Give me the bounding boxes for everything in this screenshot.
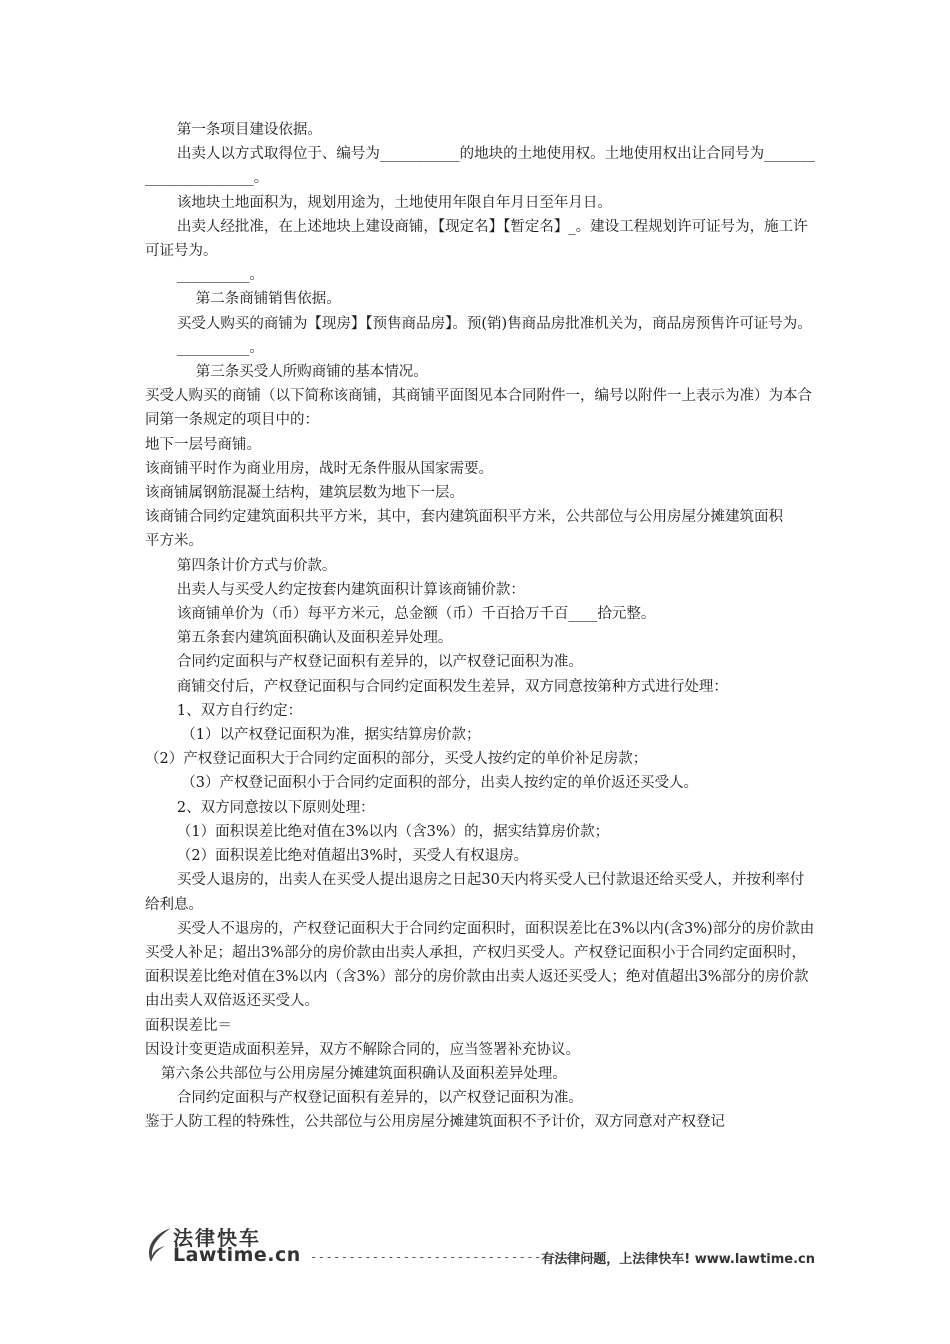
paragraph-p7: 买受人购买的商铺为【现房】【预售商品房】。预(销)售商品房批准机关为，商品房预售许可证号为。 bbox=[176, 315, 812, 332]
paragraph-p19: 第五条套内建筑面积确认及面积差异处理。 bbox=[176, 630, 453, 647]
contract-body bbox=[145, 118, 815, 1135]
footer-slogan: 有法律问题，上法律快车! www.lawtime.cn bbox=[541, 1252, 815, 1267]
paragraph-p9: 第三条买受人所购商铺的基本情况。 bbox=[195, 364, 428, 381]
page-footer bbox=[145, 1222, 815, 1272]
paragraph-p13: 该商铺属钢筋混凝土结构，建筑层数为地下一层。 bbox=[145, 485, 464, 502]
paragraph-p29: 买受人退房的，出卖人在买受人提出退房之日起30天内将买受人已付款退还给买受人，并按利率付给利息。 bbox=[145, 872, 805, 913]
paragraph-p21: 商铺交付后，产权登记面积与合同约定面积发生差异，双方同意按第种方式进行处理： bbox=[176, 678, 728, 695]
paragraph-p20: 合同约定面积与产权登记面积有差异的，以产权登记面积为准。 bbox=[176, 654, 583, 671]
paragraph-p15: 平方米。 bbox=[145, 533, 203, 550]
paragraph-p26: 2、双方同意按以下原则处理： bbox=[176, 799, 375, 816]
paragraph-p35: 鉴于人防工程的特殊性，公共部位与公用房屋分摊建筑面积不予计价，双方同意对产权登记 bbox=[145, 1114, 725, 1131]
paragraph-p10: 买受人购买的商铺（以下简称该商铺，其商铺平面图见本合同附件一，编号以附件一上表示为准）为本合同第一条规定的项目中的： bbox=[145, 388, 812, 429]
paragraph-p3: 该地块土地面积为，规划用途为，土地使用年限自年月日至年月日。 bbox=[176, 194, 612, 211]
paragraph-p31: 面积误差比＝ bbox=[145, 1017, 232, 1034]
paragraph-p4: 出卖人经批准，在上述地块上建设商铺，【现定名】【暂定名】_。建设工程规划许可证号为，施工许可证号为。 bbox=[145, 218, 808, 260]
footer-divider: -------------------------------------- bbox=[310, 1250, 604, 1264]
paragraph-p6: 第二条商铺销售依据。 bbox=[195, 291, 341, 308]
paragraph-p27: （1）面积误差比绝对值在3%以内（含3%）的，据实结算房价款； bbox=[176, 823, 610, 840]
paragraph-p32: 因设计变更造成面积差异，双方不解除合同的，应当签署补充协议。 bbox=[145, 1041, 580, 1058]
paragraph-p34: 合同约定面积与产权登记面积有差异的，以产权登记面积为准。 bbox=[176, 1090, 583, 1107]
paragraph-p25: （3）产权登记面积小于合同约定面积的部分，出卖人按约定的单价返还买受人。 bbox=[181, 775, 698, 792]
paragraph-p2: 出卖人以方式取得位于、编号为___________的地块的土地使用权。土地使用权出让合同号为______________________。 bbox=[145, 146, 815, 187]
paragraph-p5: __________。 bbox=[176, 267, 264, 284]
paragraph-p14: 该商铺合同约定建筑面积共平方米，其中，套内建筑面积平方米，公共部位与公用房屋分摊建筑面积 bbox=[145, 509, 783, 526]
paragraph-p24: （2）产权登记面积大于合同约定面积的部分，买受人按约定的单价补足房款； bbox=[145, 751, 648, 768]
paragraph-p1: 第一条项目建设依据。 bbox=[176, 122, 322, 138]
logo-english-text: Lawtime.cn bbox=[173, 1244, 301, 1266]
logo-chinese-text: 法律快车 bbox=[173, 1226, 261, 1250]
paragraph-p8: __________。 bbox=[176, 339, 264, 356]
paragraph-p16: 第四条计价方式与价款。 bbox=[176, 557, 337, 574]
paragraph-p22: 1、双方自行约定： bbox=[176, 702, 303, 719]
paragraph-p28: （2）面积误差比绝对值超出3%时，买受人有权退房。 bbox=[176, 848, 529, 865]
swoosh-logo-icon bbox=[145, 1226, 175, 1266]
paragraph-p18: 该商铺单价为（币）每平方米元，总金额（币）千百拾万千百____拾元整。 bbox=[176, 606, 656, 623]
paragraph-p33: 第六条公共部位与公用房屋分摊建筑面积确认及面积差异处理。 bbox=[160, 1065, 567, 1082]
paragraph-p23: （1）以产权登记面积为准，据实结算房价款； bbox=[181, 727, 481, 744]
paragraph-p17: 出卖人与买受人约定按套内建筑面积计算该商铺价款： bbox=[176, 581, 525, 598]
paragraph-p30: 买受人不退房的，产权登记面积大于合同约定面积时，面积误差比在3%以内(含3%)部分的房价款由买受人补足；超出3%部分的房价款由出卖人承担，产权归买受人。产权登记面积小于合同约定面积时，面积误差比绝对值在3%以内（含3%）部分的房价款由出卖人返还买受人；绝对值超出3%部分的房价款由出卖人双倍返还买受人。 bbox=[145, 920, 815, 1010]
paragraph-p11: 地下一层号商铺。 bbox=[145, 436, 261, 453]
paragraph-p12: 该商铺平时作为商业用房，战时无条件服从国家需要。 bbox=[145, 460, 493, 477]
